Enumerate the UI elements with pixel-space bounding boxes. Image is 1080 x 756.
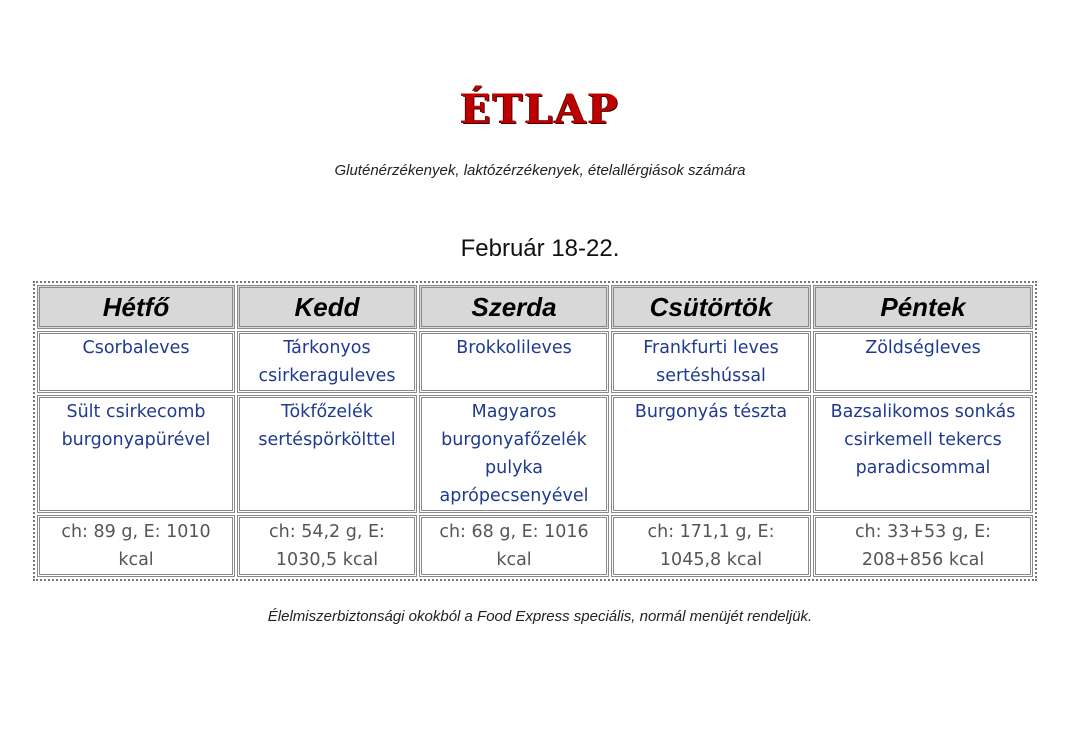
nutrition-tuesday: ch: 54,2 g, E: 1030,5 kcal bbox=[237, 515, 417, 577]
menu-table bbox=[33, 281, 1037, 581]
day-header-row bbox=[37, 285, 1033, 329]
main-course-row bbox=[37, 395, 1033, 513]
soup-wednesday: Brokkolileves bbox=[419, 331, 609, 393]
soup-thursday: Frankfurti leves sertéshússal bbox=[611, 331, 811, 393]
main-friday: Bazsalikomos sonkás csirkemell tekercs paradicsommal bbox=[813, 395, 1033, 513]
footer-note: Élelmiszerbiztonsági okokból a Food Express speciális, normál menüjét rendeljük. bbox=[267, 608, 813, 625]
main-monday: Sült csirkecomb burgonyapürével bbox=[37, 395, 235, 513]
date-range: Február 18-22. bbox=[460, 235, 620, 262]
main-tuesday: Tökfőzelék sertéspörkölttel bbox=[237, 395, 417, 513]
nutrition-thursday: ch: 171,1 g, E: 1045,8 kcal bbox=[611, 515, 811, 577]
soup-tuesday: Tárkonyos csirkeraguleves bbox=[237, 331, 417, 393]
soup-row bbox=[37, 331, 1033, 393]
main-thursday: Burgonyás tészta bbox=[611, 395, 811, 513]
page-subtitle: Gluténérzékenyek, laktózérzékenyek, ételallérgiások számára bbox=[334, 162, 746, 179]
day-header-thursday: Csütörtök bbox=[611, 285, 811, 329]
nutrition-wednesday: ch: 68 g, E: 1016 kcal bbox=[419, 515, 609, 577]
soup-friday: Zöldségleves bbox=[813, 331, 1033, 393]
day-header-friday: Péntek bbox=[813, 285, 1033, 329]
day-header-wednesday: Szerda bbox=[419, 285, 609, 329]
day-header-tuesday: Kedd bbox=[237, 285, 417, 329]
day-header-monday: Hétfő bbox=[37, 285, 235, 329]
nutrition-friday: ch: 33+53 g, E: 208+856 kcal bbox=[813, 515, 1033, 577]
nutrition-row bbox=[37, 515, 1033, 577]
page-title: ÉTLAP bbox=[460, 86, 620, 133]
soup-monday: Csorbaleves bbox=[37, 331, 235, 393]
main-wednesday: Magyaros burgonyafőzelék pulyka aprópecsenyével bbox=[419, 395, 609, 513]
nutrition-monday: ch: 89 g, E: 1010 kcal bbox=[37, 515, 235, 577]
